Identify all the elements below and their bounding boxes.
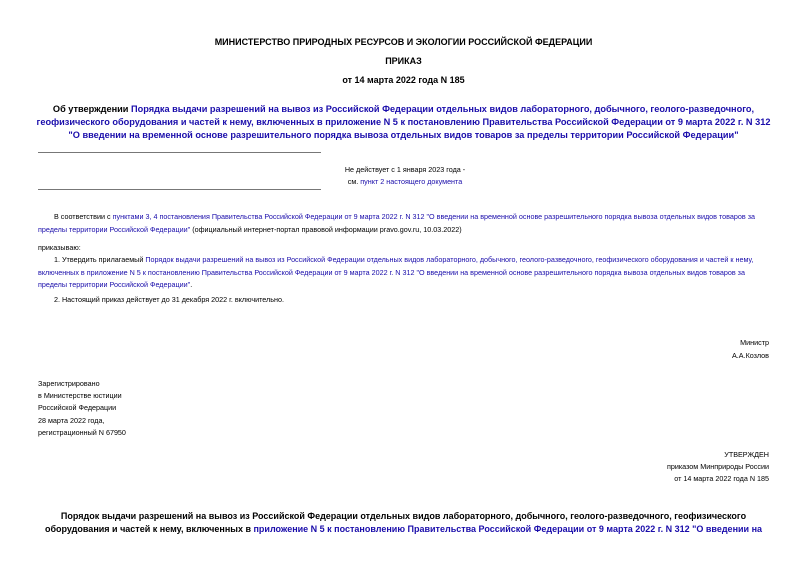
approved-line2: приказом Минприроды России xyxy=(666,462,769,471)
title-prefix: Об утверждении xyxy=(52,104,131,114)
registration-line2: в Министерстве юстиции xyxy=(38,391,122,401)
signature-block xyxy=(732,336,769,362)
intro-suffix: (официальный интернет-портал правовой информации pravo.gov.ru, 10.03.2022) xyxy=(190,224,462,234)
ministry-heading: МИНИСТЕРСТВО ПРИРОДНЫХ РЕСУРСОВ И ЭКОЛОГИИ РОССИЙСКОЙ ФЕДЕРАЦИИ xyxy=(214,37,593,47)
registration-line5: регистрационный N 67950 xyxy=(38,427,126,437)
order-word: приказываю: xyxy=(38,243,81,252)
approved-line1: УТВЕРЖДЕН xyxy=(724,450,769,459)
notice-line2-prefix: см. xyxy=(347,177,361,186)
registration-block xyxy=(38,378,126,439)
notice-link[interactable]: пункт 2 настоящего документа xyxy=(360,177,463,186)
procedure-title-link[interactable]: приложение N 5 к постановлению Правительства Российской Федерации от 9 марта 2022 г. N 312 "О введении на xyxy=(253,524,763,534)
registration-line1: Зарегистрировано xyxy=(38,379,100,388)
item1-paragraph xyxy=(38,254,767,292)
divider-top xyxy=(38,152,321,153)
registration-line4: 28 марта 2022 года, xyxy=(38,415,105,425)
notice-line2 xyxy=(300,176,510,188)
order-date: от 14 марта 2022 года N 185 xyxy=(342,75,465,85)
approved-block xyxy=(667,449,769,485)
signature-name: А.А.Козлов xyxy=(732,351,769,360)
intro-link[interactable]: пунктами 3, 4 постановления Правительства Российской Федерации от 9 марта 2022 г. N 312 "О введении на временной основе разрешительного порядка вывоза отдельных видов товаров за пределы территории Российской Федерации" xyxy=(38,212,756,234)
intro-paragraph xyxy=(38,211,767,236)
approved-line3: от 14 марта 2022 года N 185 xyxy=(674,474,769,483)
notice-line1: Не действует с 1 января 2023 года - xyxy=(344,165,466,174)
divider-bottom xyxy=(38,189,321,190)
order-label: ПРИКАЗ xyxy=(385,56,422,66)
procedure-title-prefix: Порядок выдачи разрешений на вывоз из Российской Федерации отдельных видов лабораторного, добычного, геолого-разведочного, геофизического оборудования и частей к нему, включенных в xyxy=(44,511,747,534)
validity-notice xyxy=(300,164,510,188)
intro-prefix: В соответствии с xyxy=(54,212,113,221)
title-link[interactable]: Порядка выдачи разрешений на вывоз из Российской Федерации отдельных видов лабораторного, добычного, геолого-разведочного, геофизического оборудования и частей к нему, включенных в приложение N 5 к постановлению Правительства Российской Федерации от 9 марта 2022 г. N 312 "О введении на временной основе разрешительного порядка вывоза отдельных видов товаров за пределы территории Российской Федерации" xyxy=(36,104,771,140)
item1-prefix: 1. Утвердить прилагаемый xyxy=(54,255,146,264)
item1-suffix: . xyxy=(190,280,193,289)
registration-line3: Российской Федерации xyxy=(38,403,117,413)
procedure-title xyxy=(40,510,767,536)
signature-position: Министр xyxy=(740,338,769,347)
item2-paragraph: 2. Настоящий приказ действует до 31 декабря 2022 г. включительно. xyxy=(54,295,284,304)
order-title xyxy=(30,103,777,142)
item1-link[interactable]: Порядок выдачи разрешений на вывоз из Российской Федерации отдельных видов лабораторного, добычного, геолого-разведочного, геофизического оборудования и частей к нему, включенных в приложение N 5 к постановлению Правительства Российской Федерации от 9 марта 2022 г. N 312 "О введении на временной основе разрешительного порядка вывоза отдельных видов товаров за пределы территории Российской Федерации" xyxy=(38,255,754,289)
